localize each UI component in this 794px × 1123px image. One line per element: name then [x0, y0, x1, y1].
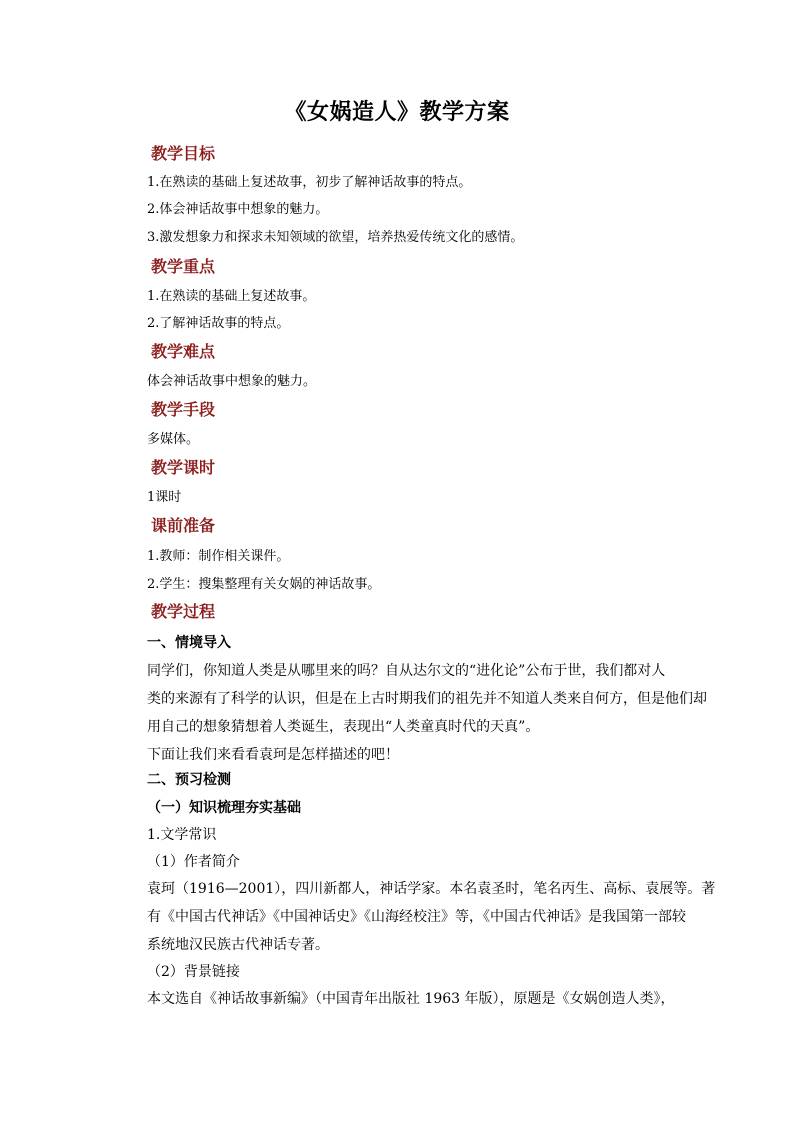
heading-difficulty: 教学难点 [151, 342, 216, 361]
heading-keypoints: 教学重点 [151, 257, 216, 276]
goal-item-3: 3.激发想象力和探求未知领域的欲望，培养热爱传统文化的感情。 [147, 230, 524, 245]
author-text-line-1: 袁珂（1916—2001），四川新都人，神话学家。本名袁圣时，笔名丙生、高标、袁展等。著 [147, 881, 716, 897]
hours-text: 1课时 [147, 490, 182, 505]
intro-paragraph-line-3: 用自己的想象猜想着人类诞生，表现出“人类童真时代的天真”。 [147, 719, 540, 735]
section-preview-heading: 二、预习检测 [147, 772, 231, 788]
goal-item-1: 1.在熟读的基础上复述故事，初步了解神话故事的特点。 [147, 175, 472, 190]
goal-item-2: 2.体会神话故事中想象的魅力。 [147, 202, 329, 217]
preview-subheading: （一）知识梳理夯实基础 [147, 800, 301, 816]
intro-paragraph-line-1: 同学们，你知道人类是从哪里来的吗？自从达尔文的“进化论”公布于世，我们都对人 [147, 663, 666, 679]
author-text-line-2: 有《中国古代神话》《中国神话史》《山海经校注》等，《中国古代神话》是我国第一部较 [147, 909, 686, 925]
keypoint-item-2: 2.了解神话故事的特点。 [147, 316, 290, 331]
author-text-line-3: 系统地汉民族古代神话专著。 [147, 937, 329, 953]
heading-process: 教学过程 [151, 602, 216, 621]
heading-hours: 教学课时 [151, 458, 216, 477]
prep-item-1: 1.教师：制作相关课件。 [147, 549, 290, 564]
heading-goals: 教学目标 [151, 144, 216, 163]
heading-means: 教学手段 [151, 400, 216, 419]
heading-prep: 课前准备 [151, 516, 216, 535]
literature-heading: 1.文学常识 [147, 827, 217, 843]
background-heading: （2）背景链接 [147, 964, 240, 980]
author-intro-heading: （1）作者简介 [147, 854, 240, 870]
document-title: 《女娲造人》教学方案 [284, 99, 510, 125]
prep-item-2: 2.学生：搜集整理有关女娲的神话故事。 [147, 577, 381, 592]
keypoint-item-1: 1.在熟读的基础上复述故事。 [147, 289, 316, 304]
section-intro-heading: 一、情境导入 [147, 635, 231, 651]
intro-paragraph-2: 下面让我们来看看袁珂是怎样描述的吧！ [147, 747, 399, 763]
intro-paragraph-line-2: 类的来源有了科学的认识，但是在上古时期我们的祖先并不知道人类来自何方，但是他们却 [147, 691, 707, 707]
difficulty-text: 体会神话故事中想象的魅力。 [147, 374, 317, 389]
means-text: 多媒体。 [147, 432, 200, 447]
background-text: 本文选自《神话故事新编》（中国青年出版社 1963 年版），原题是《女娲创造人类》， [147, 991, 675, 1007]
